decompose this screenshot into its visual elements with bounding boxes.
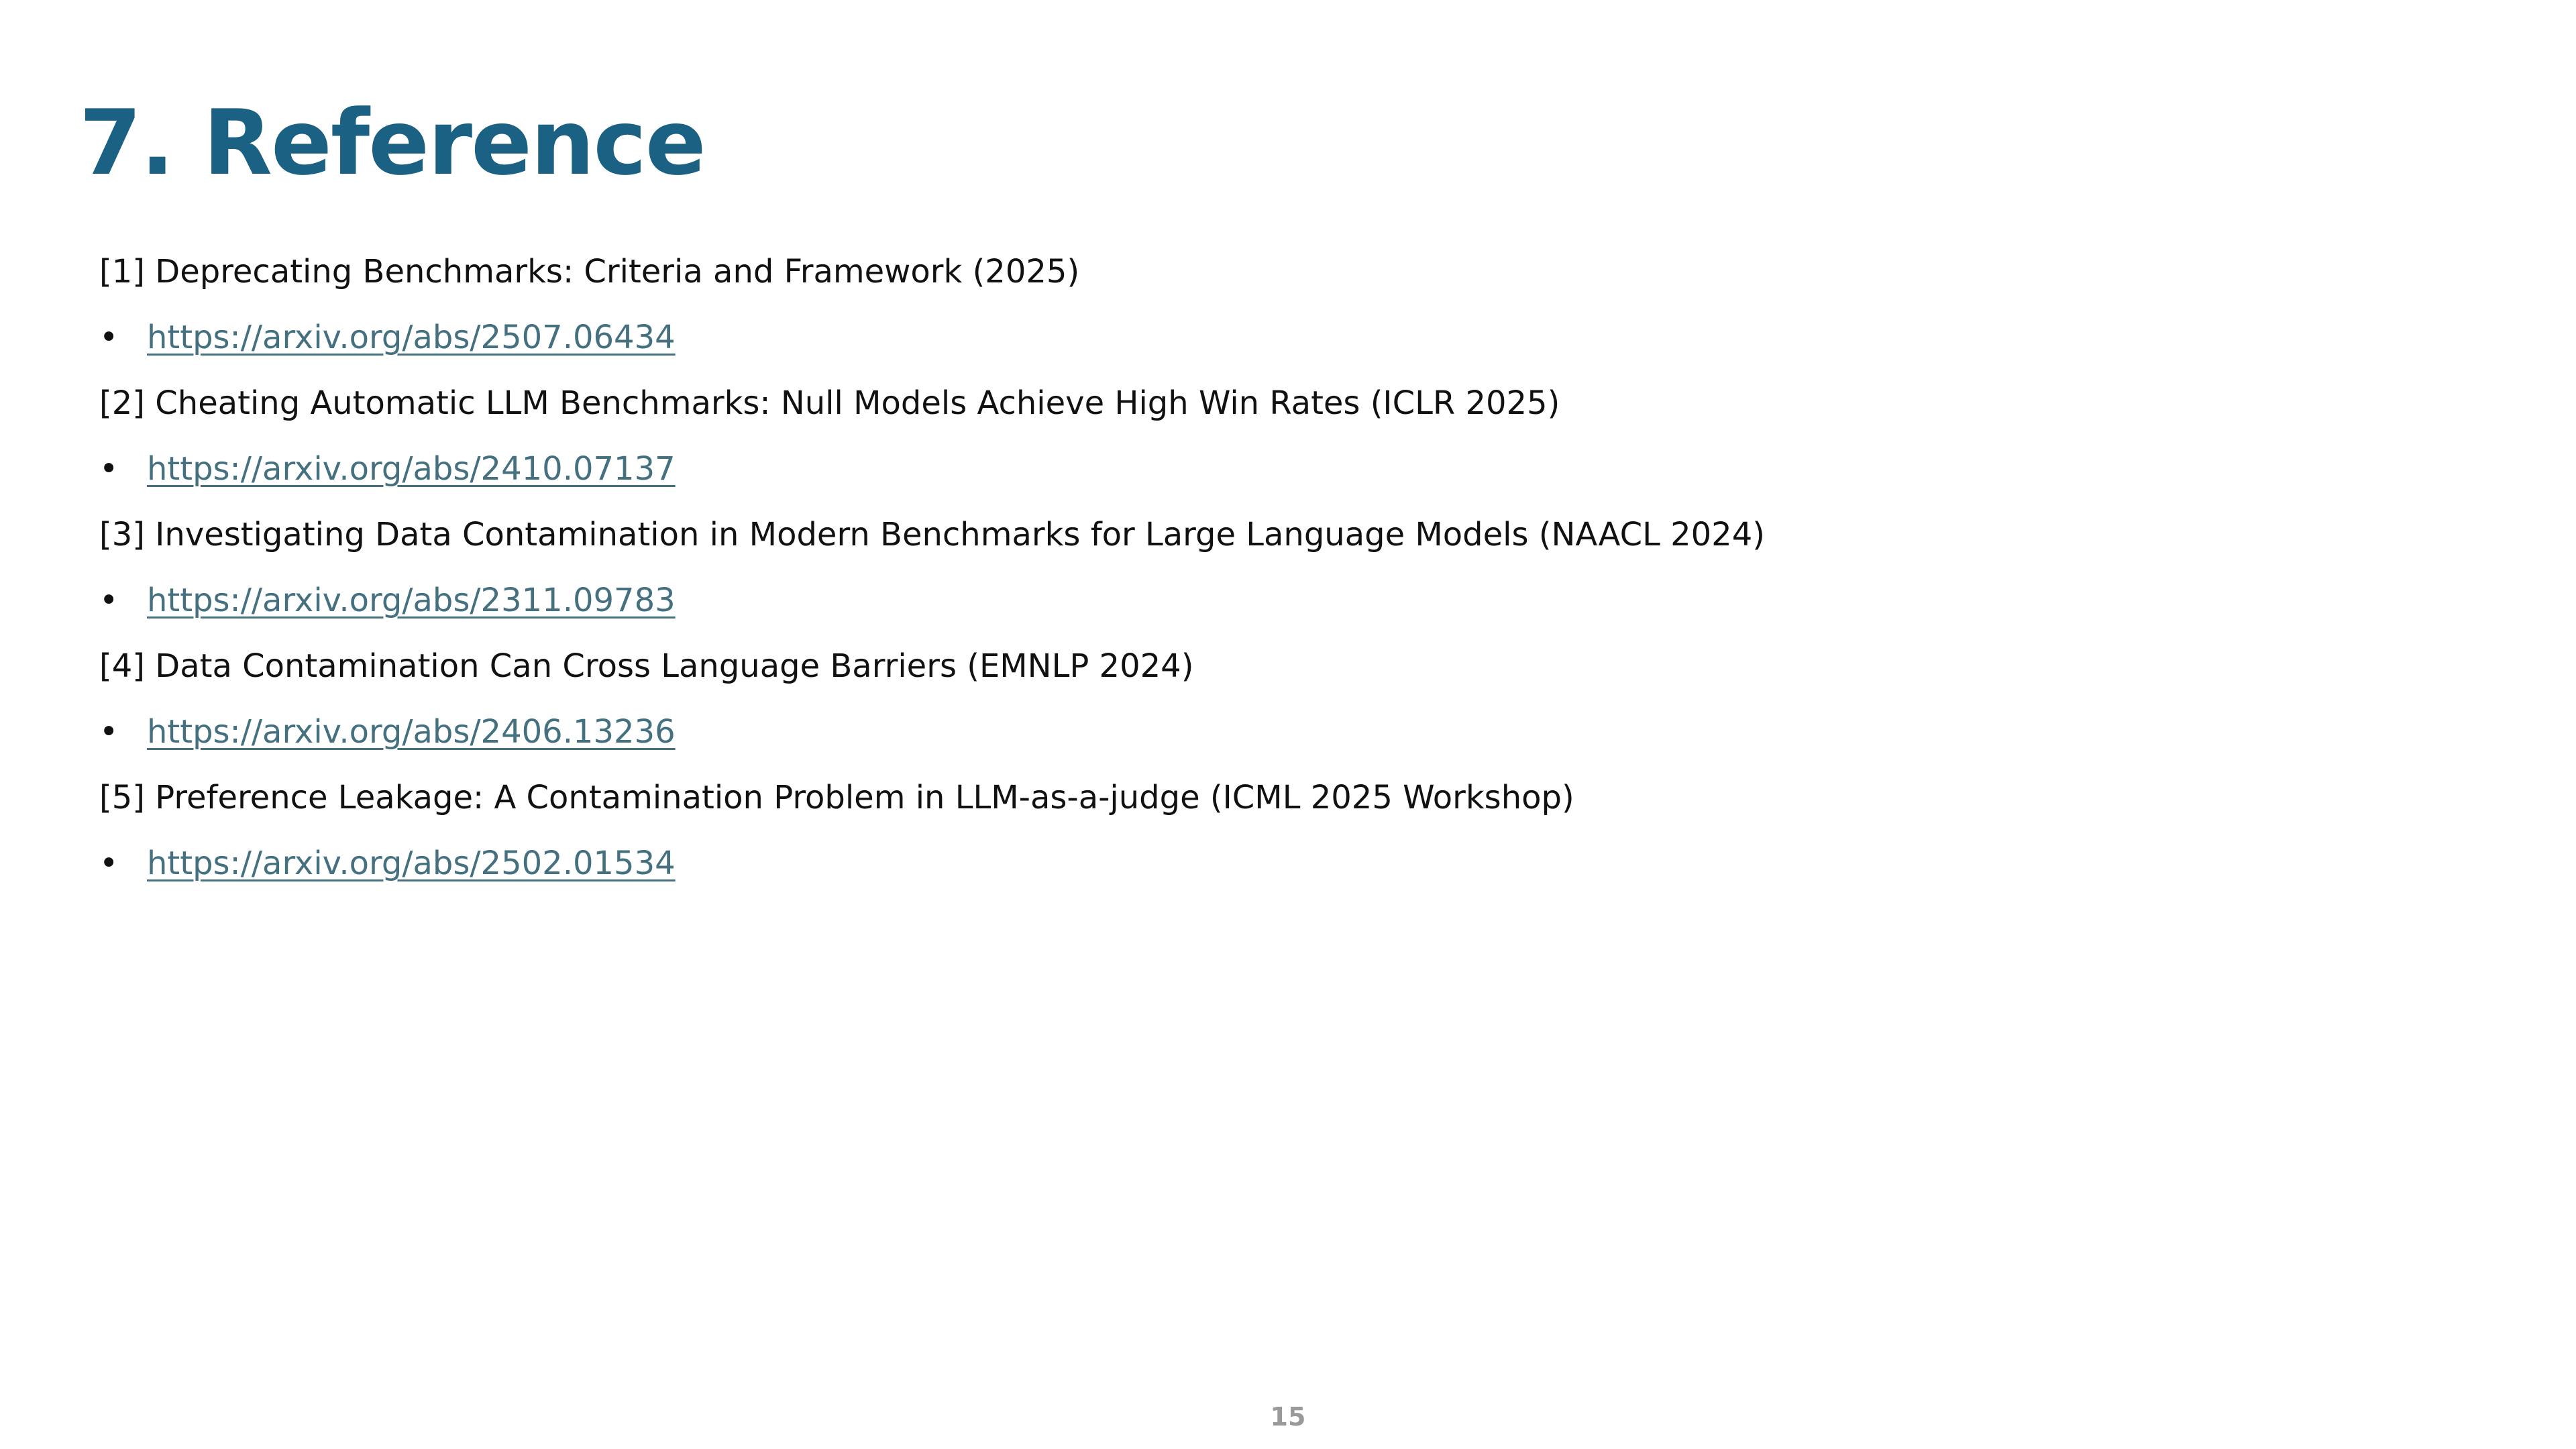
reference-link-row — [99, 305, 2447, 370]
reference-title: [4] Data Contamination Can Cross Language Barriers (EMNLP 2024) — [99, 647, 1194, 685]
reference-item-2 — [99, 370, 2447, 502]
reference-link-row — [99, 699, 2447, 765]
reference-link[interactable]: https://arxiv.org/abs/2502.01534 — [147, 845, 676, 882]
reference-link-row — [99, 830, 2447, 896]
reference-item-5 — [99, 765, 2447, 896]
reference-link-row — [99, 436, 2447, 502]
reference-title: [2] Cheating Automatic LLM Benchmarks: Null Models Achieve High Win Rates (ICLR 2025) — [99, 384, 1560, 422]
bullet-icon: • — [99, 450, 119, 488]
page-number: 15 — [1270, 1402, 1306, 1432]
bullet-icon: • — [99, 582, 119, 619]
slide-title: 7. Reference — [79, 91, 705, 195]
bullet-icon: • — [99, 713, 119, 751]
reference-item-4 — [99, 633, 2447, 765]
reference-item-1 — [99, 239, 2447, 370]
reference-link[interactable]: https://arxiv.org/abs/2410.07137 — [147, 450, 676, 488]
reference-link[interactable]: https://arxiv.org/abs/2507.06434 — [147, 319, 676, 356]
reference-list — [99, 239, 2447, 896]
reference-title: [1] Deprecating Benchmarks: Criteria and Framework (2025) — [99, 253, 1080, 290]
reference-title: [3] Investigating Data Contamination in Modern Benchmarks for Large Language Models (NAACL 2024) — [99, 516, 1765, 553]
reference-item-3 — [99, 502, 2447, 633]
reference-link-row — [99, 568, 2447, 633]
bullet-icon: • — [99, 319, 119, 356]
bullet-icon: • — [99, 845, 119, 882]
reference-title: [5] Preference Leakage: A Contamination Problem in LLM-as-a-judge (ICML 2025 Workshop) — [99, 779, 1574, 816]
reference-link[interactable]: https://arxiv.org/abs/2406.13236 — [147, 713, 676, 751]
reference-link[interactable]: https://arxiv.org/abs/2311.09783 — [147, 582, 676, 619]
